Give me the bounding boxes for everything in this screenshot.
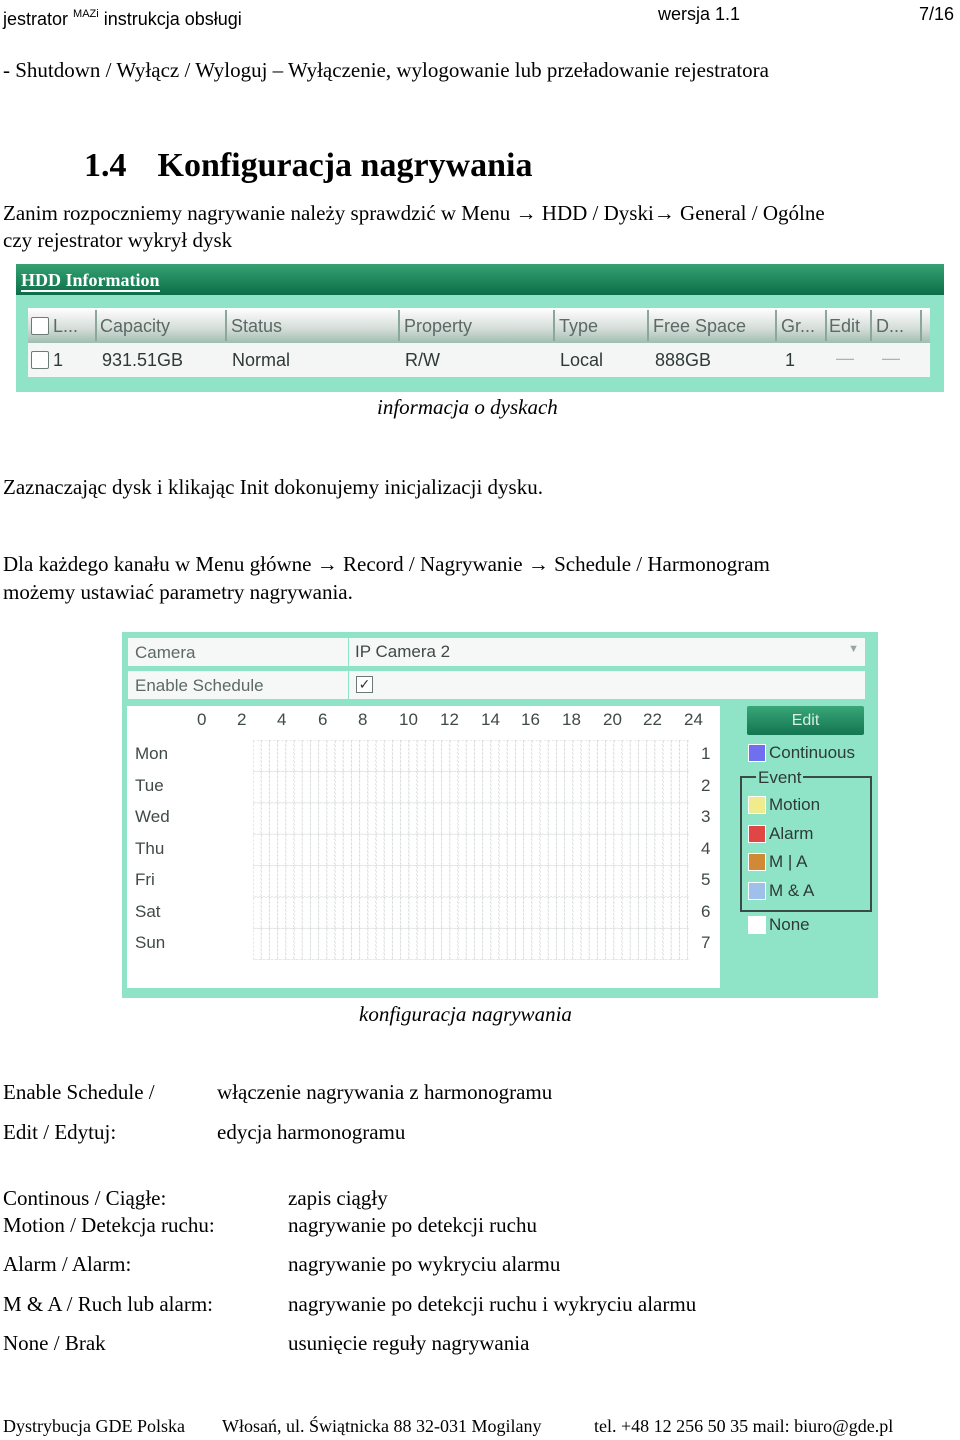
day-number[interactable]: 5 [701,870,711,889]
record-line-1: Dla każdego kanału w Menu główne → Record / Nagrywanie → Schedule / Harmonogram [3,552,770,576]
hour-label: 14 [481,710,500,729]
col-status[interactable]: Status [231,316,283,336]
hour-label: 2 [237,710,247,729]
column-divider [920,310,922,341]
hour-label: 20 [603,710,622,729]
event-label: Event [758,768,802,787]
column-divider [825,310,827,341]
day-label: Thu [135,839,165,858]
intro-line-2: czy rejestrator wykrył dysk [3,228,233,252]
legend-alarm[interactable]: Alarm [769,824,814,843]
cell-status: Normal [232,350,291,370]
legend-continuous[interactable]: Continuous [769,743,856,762]
record-line-2: możemy ustawiać parametry nagrywania. [3,580,353,604]
day-number[interactable]: 4 [701,839,711,858]
version-label: wersja 1.1 [658,4,741,24]
legend-none[interactable]: None [769,915,810,934]
col-property[interactable]: Property [404,316,473,336]
definition-desc: edycja harmonogramu [217,1120,406,1144]
column-divider [398,310,400,341]
none-swatch[interactable] [748,916,766,934]
day-number[interactable]: 7 [701,933,711,952]
definition-desc: nagrywanie po detekcji ruchu [288,1213,537,1237]
hdd-panel-title-text: HDD Information [21,270,160,290]
day-number[interactable]: 2 [701,776,711,795]
hour-label: 0 [197,710,207,729]
hour-label: 22 [643,710,662,729]
camera-label-cell [128,638,348,666]
edit-icon[interactable]: — [836,348,854,368]
section-number: 1.4 [84,147,127,184]
col-label[interactable]: L... [53,316,79,336]
definition-term: Enable Schedule / [3,1080,155,1104]
brand-suffix: instrukcja obsługi [103,9,242,29]
day-number[interactable]: 3 [701,807,711,826]
cell-free-space: 888GB [655,350,712,370]
col-group[interactable]: Gr... [781,316,816,336]
column-divider [553,310,555,341]
definition-term: Alarm / Alarm: [3,1252,132,1276]
definition-desc: usunięcie reguły nagrywania [288,1331,530,1355]
day-label: Tue [135,776,164,795]
column-divider [870,310,872,341]
col-delete[interactable]: D... [876,316,905,336]
motion-swatch[interactable] [748,796,766,814]
enable-schedule-label: Enable Schedule [135,676,264,695]
chevron-down-icon: ▼ [848,643,859,655]
hour-label: 12 [440,710,459,729]
cell-group: 1 [785,350,796,370]
col-type[interactable]: Type [559,316,599,336]
edit-button[interactable]: Edit [747,706,864,735]
definition-desc: nagrywanie po detekcji ruchu i wykryciu alarmu [288,1292,697,1316]
m-or-a-swatch[interactable] [748,853,766,871]
definition-desc: nagrywanie po wykryciu alarmu [288,1252,561,1276]
legend-m-and-a[interactable]: M & A [769,881,815,900]
schedule-grid[interactable] [253,740,689,960]
cell-capacity: 931.51GB [102,350,184,370]
hour-label: 16 [521,710,540,729]
intro-line-1: Zanim rozpoczniemy nagrywanie należy sprawdzić w Menu → HDD / Dyski→ General / Ogólne [3,201,825,225]
definition-desc: zapis ciągły [288,1186,388,1210]
definition-term: Continous / Ciągłe: [3,1186,167,1210]
legend-motion[interactable]: Motion [769,795,821,814]
delete-icon[interactable]: — [882,348,900,368]
hdd-panel-title [16,264,944,295]
hour-label: 10 [399,710,418,729]
footer-contact: tel. +48 12 256 50 35 mail: biuro@gde.pl [594,1416,894,1436]
camera-select[interactable] [349,638,865,666]
continuous-swatch[interactable] [748,744,766,762]
hour-label: 8 [358,710,368,729]
footer-address: Włosań, ul. Świątnicka 88 32-031 Mogilany [222,1416,542,1436]
camera-label: Camera [135,643,196,662]
definition-term: None / Brak [3,1331,106,1355]
select-all-checkbox[interactable] [31,317,49,335]
day-label: Sat [135,902,161,921]
m-and-a-swatch[interactable] [748,882,766,900]
day-label: Fri [135,870,155,889]
hour-label: 24 [684,710,703,729]
day-label: Mon [135,744,169,763]
cell-property: R/W [405,350,440,370]
enable-label-cell [128,671,348,699]
section-title: Konfiguracja nagrywania [157,147,533,184]
day-label: Sun [135,933,166,952]
legend-m-or-a[interactable]: M | A [769,852,808,871]
day-label: Wed [135,807,170,826]
section-heading [84,146,532,186]
hour-label: 6 [318,710,328,729]
definition-term: Motion / Detekcja ruchu: [3,1213,215,1237]
alarm-swatch[interactable] [748,825,766,843]
init-text: Zaznaczając dysk i klikając Init dokonujemy inicjalizacji dysku. [3,475,543,499]
enable-schedule-field [349,671,865,699]
definition-term: M & A / Ruch lub alarm: [3,1292,213,1316]
cell-type: Local [560,350,604,370]
page-number: 7/16 [919,4,955,24]
column-divider [775,310,777,341]
col-capacity[interactable]: Capacity [100,316,171,336]
column-divider [647,310,649,341]
page-header [3,3,242,30]
col-edit[interactable]: Edit [829,316,861,336]
brand-sup: MAZi [73,8,99,20]
column-divider [225,310,227,341]
hour-label: 18 [562,710,581,729]
hdd-caption: informacja o dyskach [377,395,558,419]
brand-prefix: jestrator [3,9,69,29]
camera-value: IP Camera 2 [355,642,451,661]
row-checkbox[interactable] [31,351,49,369]
col-free-space[interactable]: Free Space [653,316,747,336]
day-number[interactable]: 6 [701,902,711,921]
shutdown-line: - Shutdown / Wyłącz / Wyloguj – Wyłączenie, wylogowanie lub przeładowanie rejestratora [3,58,769,82]
schedule-caption: konfiguracja nagrywania [359,1002,572,1026]
definition-desc: włączenie nagrywania z harmonogramu [217,1080,553,1104]
day-number[interactable]: 1 [701,744,711,763]
column-divider [95,310,97,341]
footer-company: Dystrybucja GDE Polska [3,1416,185,1436]
definition-term: Edit / Edytuj: [3,1120,117,1144]
enable-schedule-checkbox[interactable]: ✓ [356,676,373,693]
cell-label: 1 [53,350,64,370]
hour-label: 4 [277,710,287,729]
